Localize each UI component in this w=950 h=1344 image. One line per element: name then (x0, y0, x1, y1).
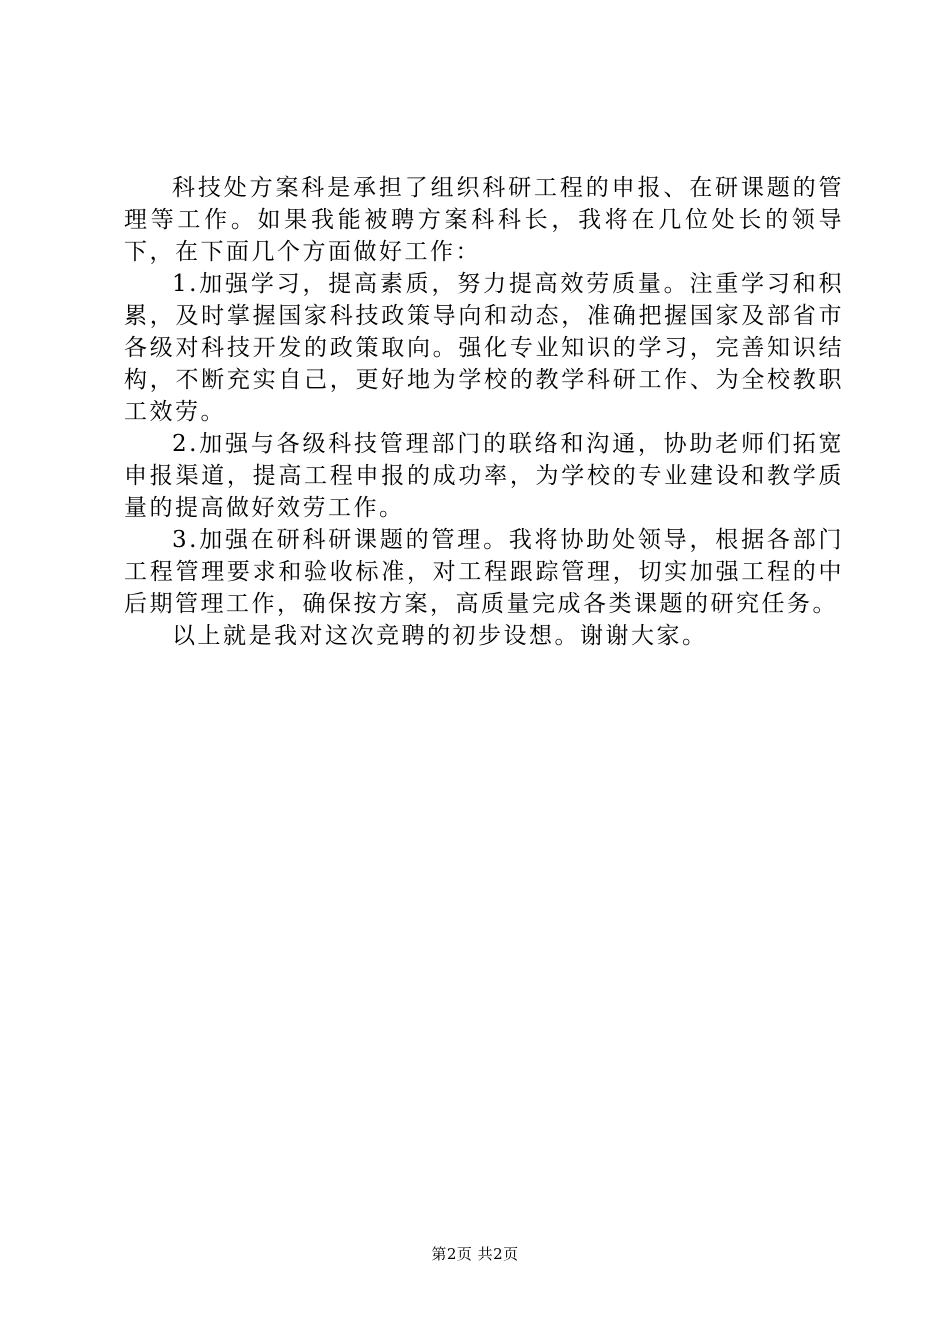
paragraph-item-1: 1.加强学习，提高素质，努力提高效劳质量。注重学习和积累，及时掌握国家科技政策导向和动态，准确把握国家及部省市各级对科技开发的政策取向。强化专业知识的学习，完善知识结构，不断充实自己，更好地为学校的教学科研工作、为全校教职工效劳。 (124, 271, 844, 425)
page-number-footer: 第2页 共2页 (431, 1245, 519, 1263)
paragraph-closing: 以上就是我对这次竞聘的初步设想。谢谢大家。 (172, 623, 708, 649)
paragraph-item-3: 3.加强在研科研课题的管理。我将协助处领导，根据各部门工程管理要求和验收标准，对工程跟踪管理，切实加强工程的中后期管理工作，确保按方案，高质量完成各类课题的研究任务。 (124, 527, 844, 617)
document-body (124, 172, 844, 652)
paragraph-item-2: 2.加强与各级科技管理部门的联络和沟通，协助老师们拓宽申报渠道，提高工程申报的成功率，为学校的专业建设和教学质量的提高做好效劳工作。 (124, 431, 844, 521)
paragraph-intro: 科技处方案科是承担了组织科研工程的申报、在研课题的管理等工作。如果我能被聘方案科科长，我将在几位处长的领导下，在下面几个方面做好工作： (124, 175, 844, 265)
